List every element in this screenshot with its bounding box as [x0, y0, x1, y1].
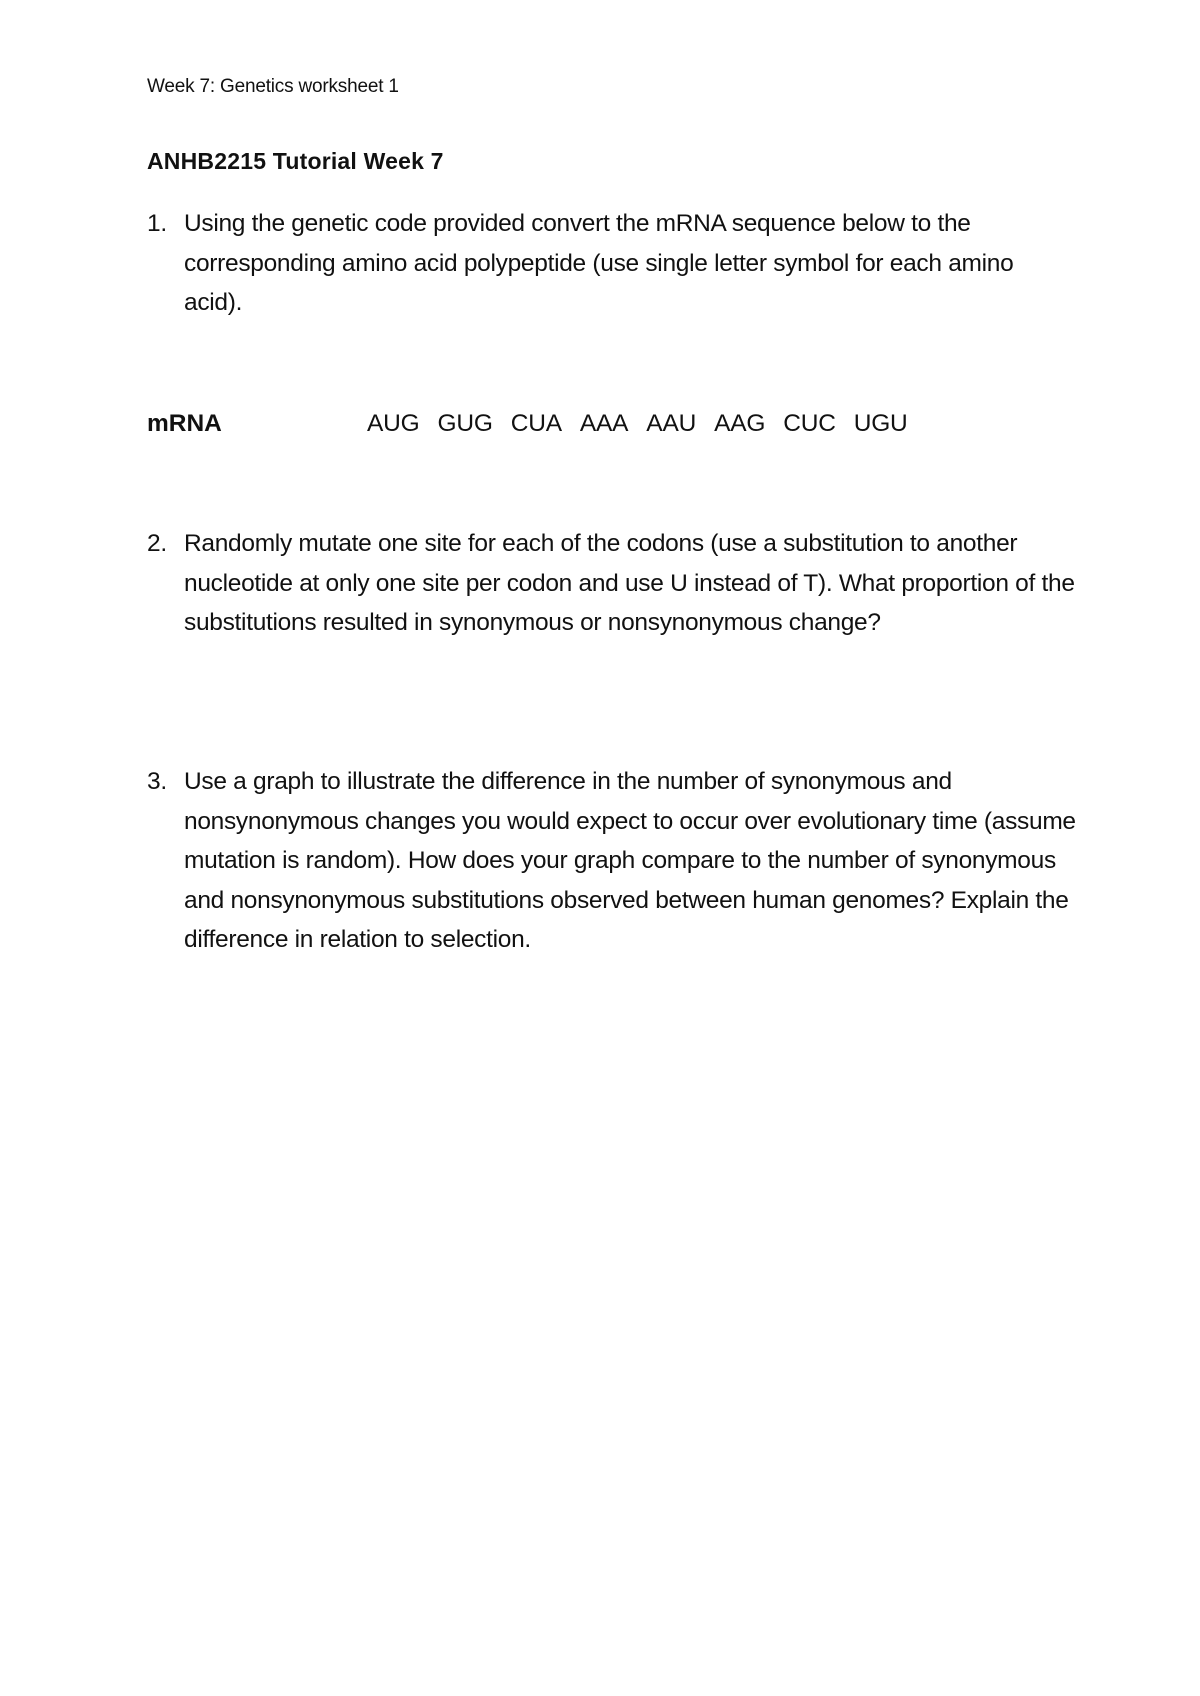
- codon: AAA: [579, 410, 629, 437]
- question-number: 2.: [147, 530, 167, 557]
- codon: CUA: [510, 410, 562, 437]
- codon: AUG: [367, 410, 420, 437]
- codon: CUC: [783, 410, 836, 437]
- codon-list: [367, 404, 926, 444]
- question-number: 3.: [147, 768, 167, 795]
- codon: AAU: [646, 410, 697, 437]
- question-text: Use a graph to illustrate the difference in the number of synonymous and nonsynonymous changes you would expect to occur over evolutionary time (assume mutation is random). How does your graph compare to the number of synonymous and nonsynonymous substitutions observed between human genomes? Explain the difference in relation to selection.: [184, 768, 1076, 953]
- codon: AAG: [714, 410, 766, 437]
- codon: GUG: [437, 410, 493, 437]
- codon: UGU: [853, 410, 908, 437]
- mrna-label: mRNA: [147, 410, 222, 437]
- question-text: Randomly mutate one site for each of the codons (use a substitution to another nucleotide at only one site per codon and use U instead of T). What proportion of the substitutions resulted in synonymous or nonsynonymous change?: [184, 530, 1075, 636]
- question-number: 1.: [147, 210, 167, 237]
- page-title: ANHB2215 Tutorial Week 7: [147, 148, 444, 174]
- question-1: [147, 204, 1077, 323]
- question-3: [147, 762, 1077, 960]
- running-header: Week 7: Genetics worksheet 1: [147, 76, 399, 97]
- question-text: Using the genetic code provided convert the mRNA sequence below to the corresponding amino acid polypeptide (use single letter symbol for each amino acid).: [184, 210, 1014, 316]
- question-2: [147, 524, 1077, 643]
